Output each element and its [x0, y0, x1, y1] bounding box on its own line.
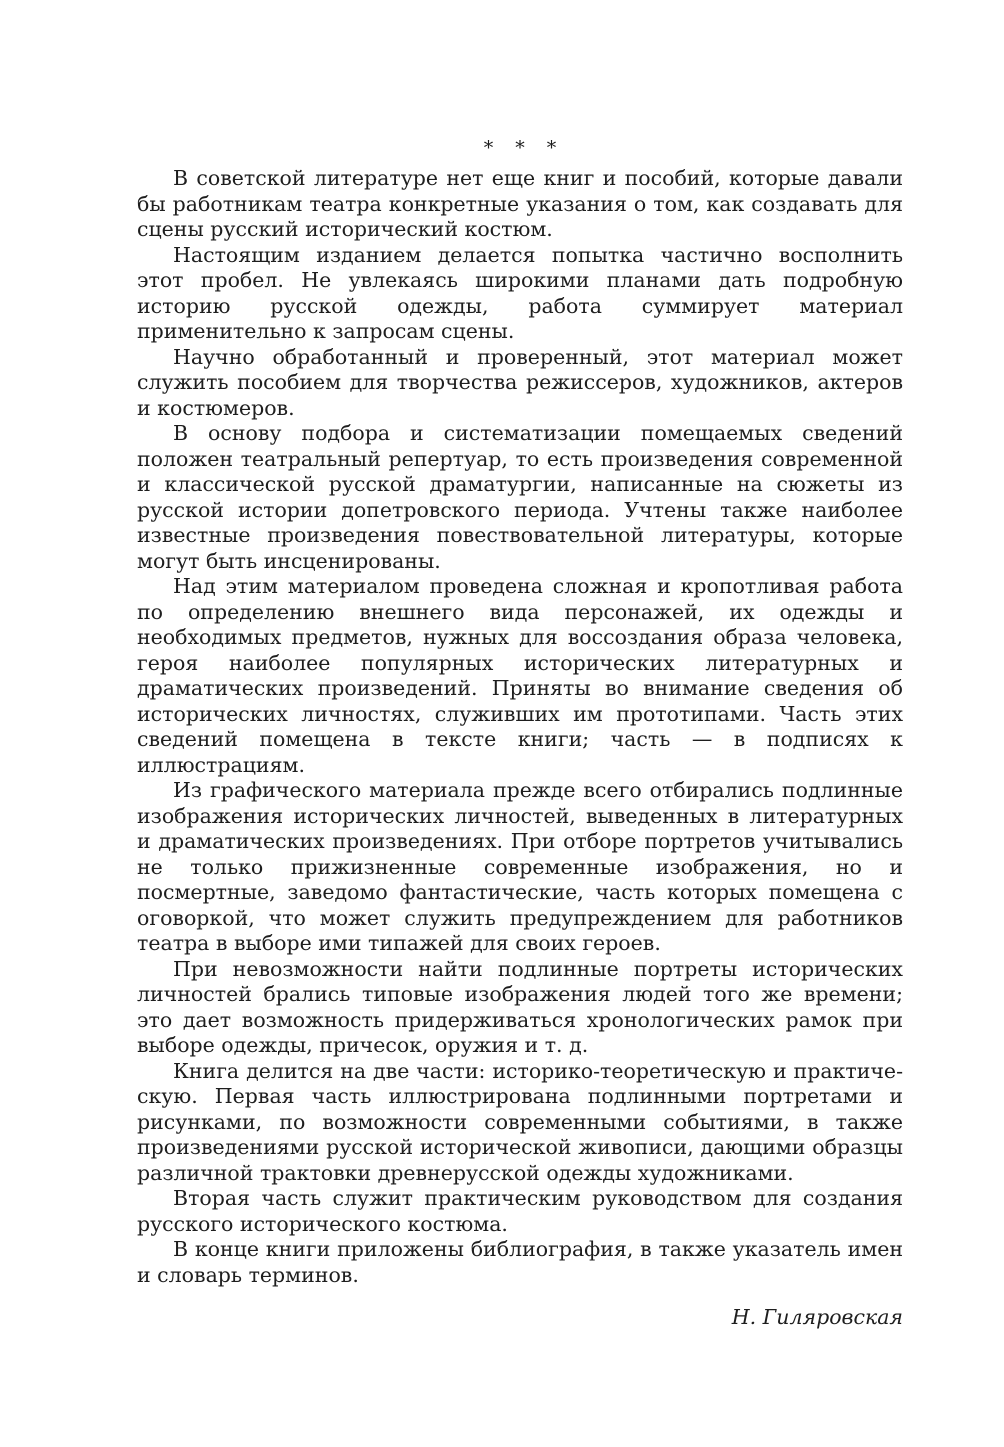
page-content: [137, 134, 903, 1331]
section-separator: * * *: [483, 137, 565, 159]
paragraph: При невозможности найти подлинные портреты исторических личностей брались типовые изображения людей того же времени; это дает возможность придерживаться хронологических рамок при выборе одежды, причесок, оружия и т. д.: [137, 956, 903, 1057]
paragraph: Вторая часть служит практическим руководством для создания русского исторического костюма.: [137, 1186, 903, 1236]
paragraph: Книга делится на две части: историко-теоретическую и практическую. Первая часть иллюстрирована подлинными портретами и рисунками, по возможности современными событиями, в также произведениями русской исторической живописи, дающими образцы различной трактовки древнерусской одежды художниками.: [137, 1058, 903, 1185]
author-signature: Н. Гиляровская: [731, 1305, 903, 1329]
paragraph: Научно обработанный и проверенный, этот материал может служить пособием для творчества режиссеров, художников, актеров и костюмеров.: [137, 344, 903, 420]
paragraph: Из графического материала прежде всего отбирались подлинные изображения исторических личностей, выведенных в литературных и драматических произведениях. При отборе портретов учитывались не только прижизненные современные изображения, но и посмертные, заведомо фантастические, часть которых помещена с оговоркой, что может служить предупреждением для работников театра в выборе ими типажей для своих героев.: [137, 778, 903, 955]
paragraph: Над этим материалом проведена сложная и кропотливая работа по определению внешнего вида персонажей, их одежды и необходимых предметов, нужных для воссоздания образа человека, героя наиболее популярных исторических литературных и драматических произведений. Приняты во внимание сведения об исторических личностях, служивших им прототипами. Часть этих сведений помещена в тексте книги; часть — в подписях к иллюстрациям.: [137, 574, 903, 777]
paragraph: В советской литературе нет еще книг и пособий, которые давали бы работникам театра конкретные указания о том, как создавать для сцены русский исторический костюм.: [137, 166, 903, 241]
paragraph: В конце книги приложены библиография, в также указатель имен и словарь терминов.: [137, 1237, 903, 1287]
paragraph: В основу подбора и систематизации помещаемых сведений положен театральный репертуар, то есть произведения современной и классической русской драматургии, написанные на сюжеты из русской истории допетровского периода. Учтены также наиболее известные произведения повествовательной литературы, которые могут быть инсценированы.: [137, 421, 903, 573]
paragraph: Настоящим изданием делается попытка частично восполнить этот пробел. Не увлекаясь широкими планами дать подробную историю русской одежды, работа суммирует материал применительно к запросам сцены.: [137, 242, 903, 343]
